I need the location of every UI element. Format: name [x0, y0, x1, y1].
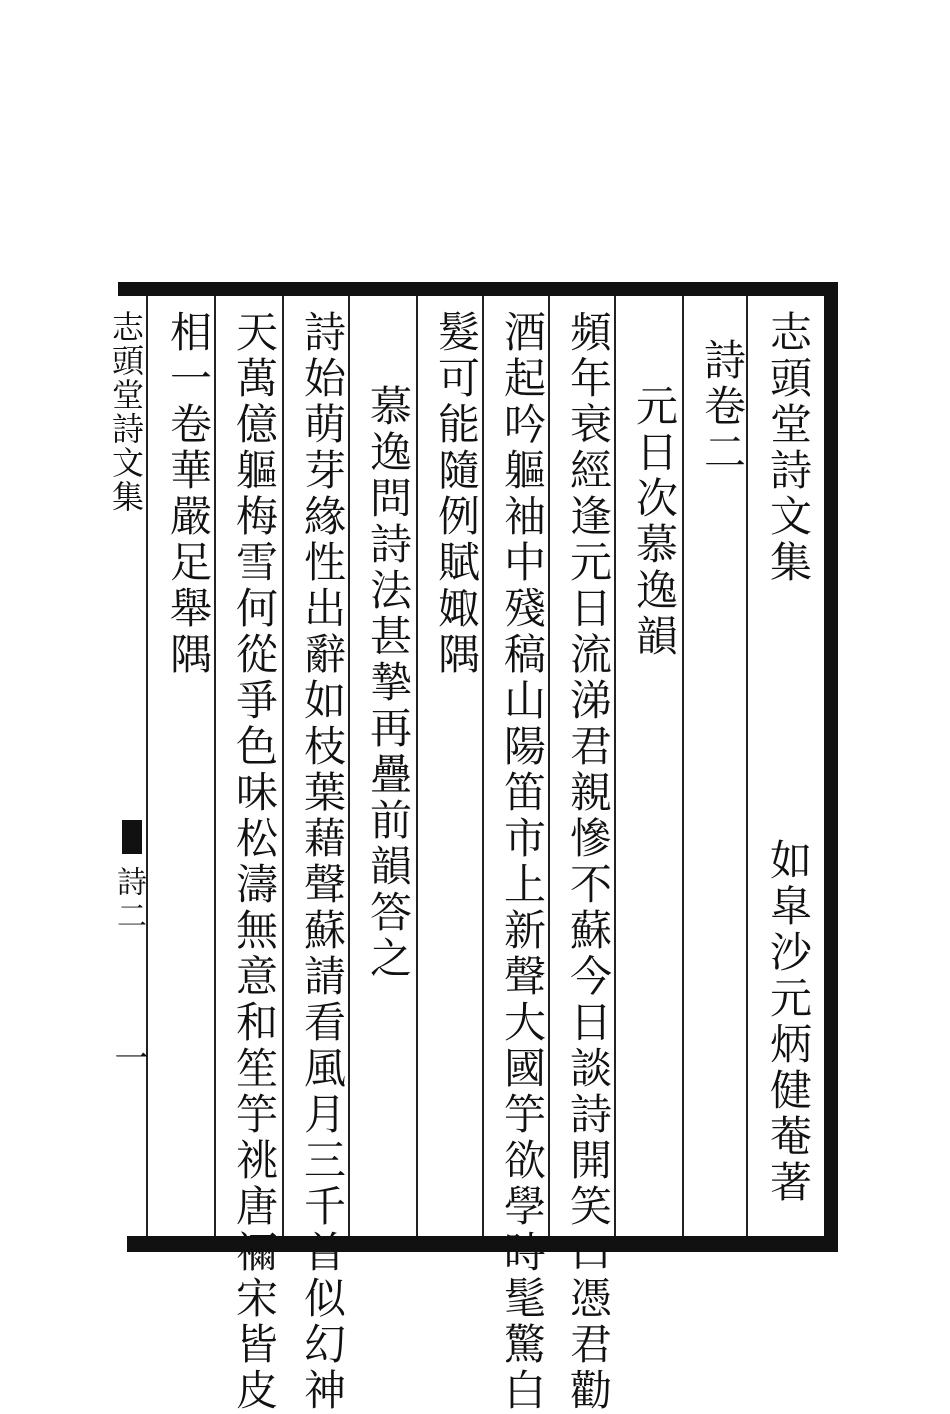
margin-section: 詩二	[111, 866, 146, 934]
poem-line: 天萬億軀梅雪何從爭色味松濤無意和笙竽祧唐禰宋皆皮	[230, 310, 279, 1414]
margin-book-title: 志頭堂詩文集	[107, 310, 145, 514]
column-rule	[146, 296, 148, 1236]
collection-title: 志頭堂詩文集	[764, 310, 813, 586]
poem-line: 相一卷華嚴足舉隅	[164, 310, 213, 678]
column-rule	[282, 296, 284, 1236]
frame-top-border	[118, 282, 838, 296]
margin-page-number: 一	[108, 1040, 148, 1078]
poem-title: 元日次慕逸韻	[630, 384, 679, 660]
frame-right-border	[824, 282, 838, 1252]
poem-line: 髮可能隨例賦娵隅	[432, 310, 481, 678]
poem-line: 酒起吟軀袖中殘稿山陽笛市上新聲大國竽欲學時髦驚白	[498, 310, 547, 1414]
poem-line: 頻年衰經逢元日流涕君親慘不蘇今日談詩開笑口憑君勸	[564, 310, 613, 1414]
poem-title: 慕逸問詩法甚摯再疊前韻答之	[364, 384, 413, 982]
column-rule	[416, 296, 418, 1236]
volume-heading: 詩卷二	[698, 338, 747, 476]
column-rule	[682, 296, 684, 1236]
poem-line: 詩始萌芽緣性出辭如枝葉藉聲蘇請看風月三千首似幻神	[298, 310, 347, 1414]
fish-tail-mark	[122, 820, 142, 854]
author-line: 如皐沙元炳健菴著	[764, 838, 813, 1206]
